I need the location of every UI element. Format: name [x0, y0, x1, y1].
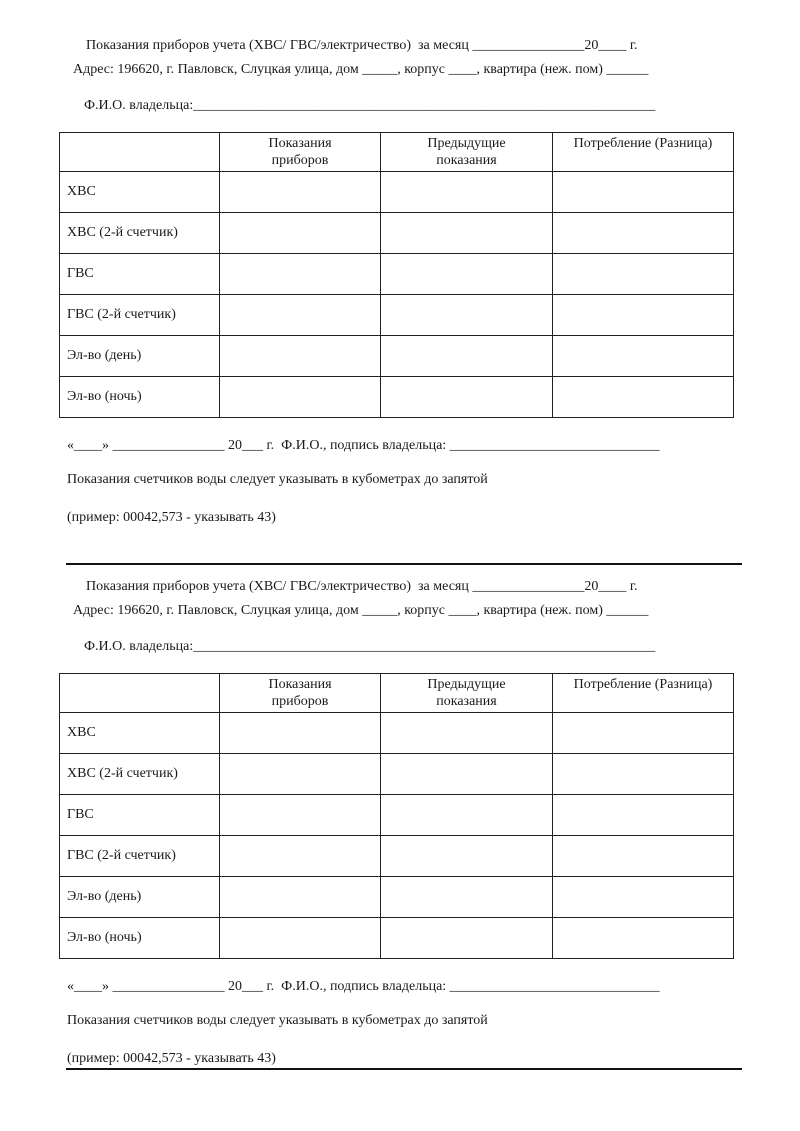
- previous-cell[interactable]: [381, 754, 553, 795]
- readings-cell[interactable]: [220, 836, 381, 877]
- consumption-cell[interactable]: [553, 836, 734, 877]
- table-row: [60, 836, 734, 877]
- previous-cell[interactable]: [381, 836, 553, 877]
- table-row: [60, 377, 734, 418]
- bottom-divider: [66, 1068, 742, 1070]
- table-row: [60, 713, 734, 754]
- row-label: ХВС: [60, 713, 220, 754]
- header-previous: Предыдущие показания: [381, 133, 553, 172]
- consumption-cell[interactable]: [553, 918, 734, 959]
- row-label: ХВС: [60, 172, 220, 213]
- table-row: [60, 295, 734, 336]
- table-header-row: [60, 133, 734, 172]
- table-row: [60, 336, 734, 377]
- readings-cell[interactable]: [220, 377, 381, 418]
- form-title: Показания приборов учета (ХВС/ ГВС/электричество) за месяц ________________20____ г.: [86, 579, 638, 594]
- previous-cell[interactable]: [381, 213, 553, 254]
- row-label: ХВС (2-й счетчик): [60, 754, 220, 795]
- readings-cell[interactable]: [220, 295, 381, 336]
- readings-cell[interactable]: [220, 713, 381, 754]
- header-readings: Показания приборов: [220, 674, 381, 713]
- previous-cell[interactable]: [381, 877, 553, 918]
- note-line: Показания счетчиков воды следует указывать в кубометрах до запятой: [67, 472, 488, 487]
- note-line: Показания счетчиков воды следует указывать в кубометрах до запятой: [67, 1013, 488, 1028]
- consumption-cell[interactable]: [553, 377, 734, 418]
- previous-cell[interactable]: [381, 795, 553, 836]
- readings-cell[interactable]: [220, 754, 381, 795]
- previous-cell[interactable]: [381, 336, 553, 377]
- address-line: Адрес: 196620, г. Павловск, Слуцкая улица, дом _____, корпус ____, квартира (неж. пом) ______: [73, 603, 649, 618]
- readings-table: [59, 132, 734, 418]
- owner-line: Ф.И.О. владельца:__________________________________________________________________: [84, 639, 656, 654]
- consumption-cell[interactable]: [553, 713, 734, 754]
- row-label: ГВС (2-й счетчик): [60, 836, 220, 877]
- row-label: Эл-во (ночь): [60, 377, 220, 418]
- previous-cell[interactable]: [381, 713, 553, 754]
- table-row: [60, 213, 734, 254]
- previous-cell[interactable]: [381, 172, 553, 213]
- table-header-row: [60, 674, 734, 713]
- table-row: [60, 172, 734, 213]
- previous-cell[interactable]: [381, 377, 553, 418]
- table-row: [60, 918, 734, 959]
- readings-cell[interactable]: [220, 213, 381, 254]
- consumption-cell[interactable]: [553, 295, 734, 336]
- table-row: [60, 795, 734, 836]
- table-row: [60, 254, 734, 295]
- address-line: Адрес: 196620, г. Павловск, Слуцкая улица, дом _____, корпус ____, квартира (неж. пом) ______: [73, 62, 649, 77]
- cut-line-divider: [66, 563, 742, 565]
- row-label: Эл-во (день): [60, 336, 220, 377]
- signature-line: «____» ________________ 20___ г. Ф.И.О., подпись владельца: ______________________________: [67, 979, 660, 994]
- consumption-cell[interactable]: [553, 336, 734, 377]
- header-empty: [60, 674, 220, 713]
- header-previous: Предыдущие показания: [381, 674, 553, 713]
- signature-line: «____» ________________ 20___ г. Ф.И.О., подпись владельца: ______________________________: [67, 438, 660, 453]
- consumption-cell[interactable]: [553, 795, 734, 836]
- consumption-cell[interactable]: [553, 877, 734, 918]
- readings-table: [59, 673, 734, 959]
- header-consumption: Потребление (Разница): [553, 674, 734, 713]
- header-readings: Показания приборов: [220, 133, 381, 172]
- readings-cell[interactable]: [220, 877, 381, 918]
- readings-cell[interactable]: [220, 254, 381, 295]
- row-label: ГВС: [60, 795, 220, 836]
- previous-cell[interactable]: [381, 918, 553, 959]
- example-line: (пример: 00042,573 - указывать 43): [67, 510, 276, 525]
- table-row: [60, 877, 734, 918]
- readings-cell[interactable]: [220, 336, 381, 377]
- header-empty: [60, 133, 220, 172]
- row-label: ХВС (2-й счетчик): [60, 213, 220, 254]
- previous-cell[interactable]: [381, 295, 553, 336]
- row-label: ГВС: [60, 254, 220, 295]
- consumption-cell[interactable]: [553, 213, 734, 254]
- consumption-cell[interactable]: [553, 254, 734, 295]
- example-line: (пример: 00042,573 - указывать 43): [67, 1051, 276, 1066]
- row-label: Эл-во (день): [60, 877, 220, 918]
- readings-cell[interactable]: [220, 795, 381, 836]
- previous-cell[interactable]: [381, 254, 553, 295]
- header-consumption: Потребление (Разница): [553, 133, 734, 172]
- readings-cell[interactable]: [220, 918, 381, 959]
- owner-line: Ф.И.О. владельца:__________________________________________________________________: [84, 98, 656, 113]
- consumption-cell[interactable]: [553, 172, 734, 213]
- row-label: Эл-во (ночь): [60, 918, 220, 959]
- table-row: [60, 754, 734, 795]
- form-title: Показания приборов учета (ХВС/ ГВС/электричество) за месяц ________________20____ г.: [86, 38, 638, 53]
- row-label: ГВС (2-й счетчик): [60, 295, 220, 336]
- consumption-cell[interactable]: [553, 754, 734, 795]
- readings-cell[interactable]: [220, 172, 381, 213]
